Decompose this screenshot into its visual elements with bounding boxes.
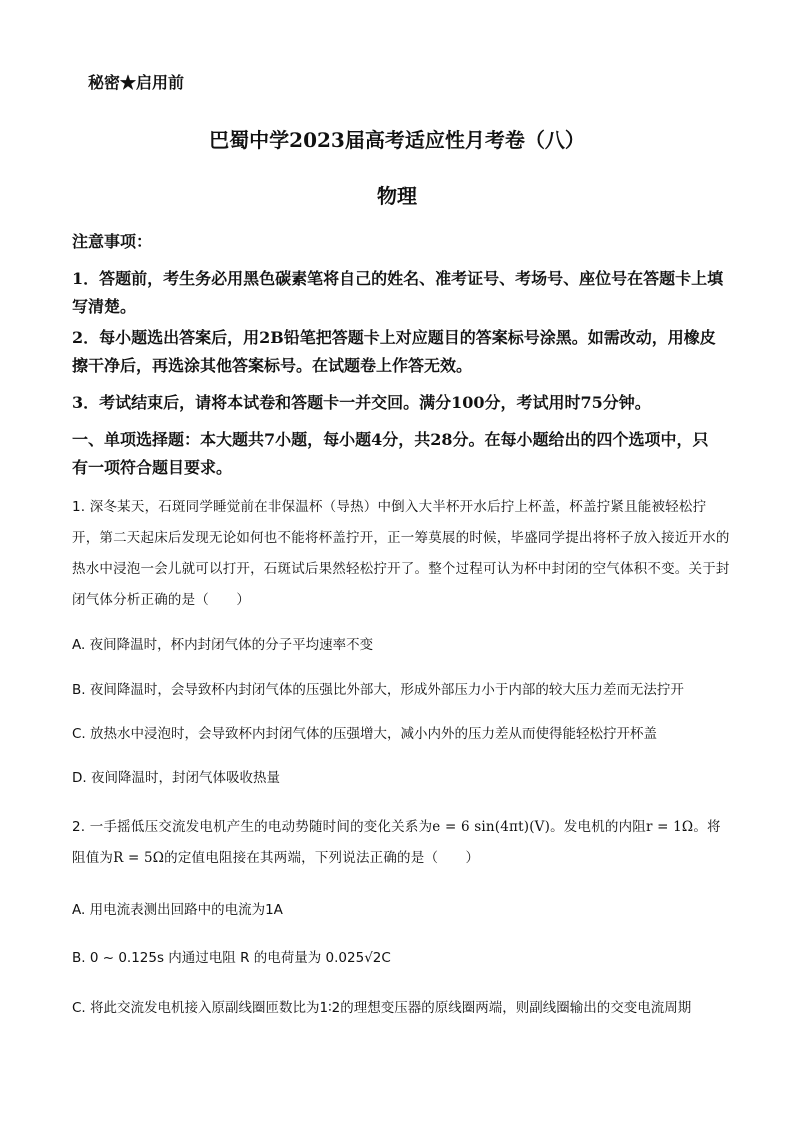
question-2-option-b: B. 0 ~ 0.125s 内通过电阻 R 的电荷量为 0.025√2C bbox=[72, 950, 391, 966]
question-2-stem bbox=[72, 812, 732, 874]
question-2-stem-d: 的定值电阻接在其两端，下列说法正确的是（ ） bbox=[164, 850, 480, 866]
question-1-option-c: C. 放热水中浸泡时，会导致杯内封闭气体的压强增大，减小内外的压力差从而使得能轻松拧开杯盖 bbox=[72, 726, 658, 742]
notice-item-3: 3．考试结束后，请将本试卷和答题卡一并交回。满分100分，考试用时75分钟。 bbox=[72, 393, 651, 412]
question-2-option-c: C. 将此交流发电机接入原副线圈匝数比为1∶2的理想变压器的原线圈两端，则副线圈输出的交变电流周期 bbox=[72, 1000, 692, 1016]
question-1-option-a: A. 夜间降温时，杯内封闭气体的分子平均速率不变 bbox=[72, 637, 374, 653]
secret-label: 秘密★启用前 bbox=[88, 73, 185, 92]
formula-emf: e = 6 sin(4πt)(V) bbox=[432, 819, 551, 835]
question-2-stem-a: 2. 一手摇低压交流发电机产生的电动势随时间的变化关系为 bbox=[72, 819, 433, 835]
question-2-option-a: A. 用电流表测出回路中的电流为1A bbox=[72, 902, 283, 918]
formula-internal-resistance: r = 1Ω bbox=[646, 819, 694, 835]
section-title: 一、单项选择题：本大题共7小题，每小题4分，共28分。在每小题给出的四个选项中，只有一项符合题目要求。 bbox=[72, 430, 709, 477]
notice-heading: 注意事项： bbox=[72, 232, 153, 251]
formula-resistor: R = 5Ω bbox=[113, 850, 165, 866]
notice-item-1: 1．答题前，考生务必用黑色碳素笔将自己的姓名、准考证号、考场号、座位号在答题卡上填写清楚。 bbox=[72, 269, 724, 316]
exam-title: 巴蜀中学2023届高考适应性月考卷（八） bbox=[209, 128, 585, 152]
question-1-stem: 1. 深冬某天，石斑同学睡觉前在非保温杯（导热）中倒入大半杯开水后拧上杯盖，杯盖拧紧且能被轻松拧开，第二天起床后发现无论如何也不能将杯盖拧开，正一筹莫展的时候，毕盛同学提出将杯子放入接近开水的热水中浸泡一会儿就可以打开，石斑试后果然轻松拧开了。整个过程可认为杯中封闭的空气体积不变。关于封闭气体分析正确的是（ ） bbox=[72, 499, 730, 608]
question-2-stem-c: 。将阻值为 bbox=[72, 819, 721, 866]
question-1-option-b: B. 夜间降温时，会导致杯内封闭气体的压强比外部大，形成外部压力小于内部的较大压力差而无法拧开 bbox=[72, 682, 684, 698]
subject-title: 物理 bbox=[377, 184, 417, 208]
notice-item-2: 2．每小题选出答案后，用2B铅笔把答题卡上对应题目的答案标号涂黑。如需改动，用橡皮擦干净后，再选涂其他答案标号。在试题卷上作答无效。 bbox=[72, 328, 716, 375]
question-2-stem-b: 。发电机的内阻 bbox=[550, 819, 646, 835]
question-1-option-d: D. 夜间降温时，封闭气体吸收热量 bbox=[72, 770, 280, 786]
